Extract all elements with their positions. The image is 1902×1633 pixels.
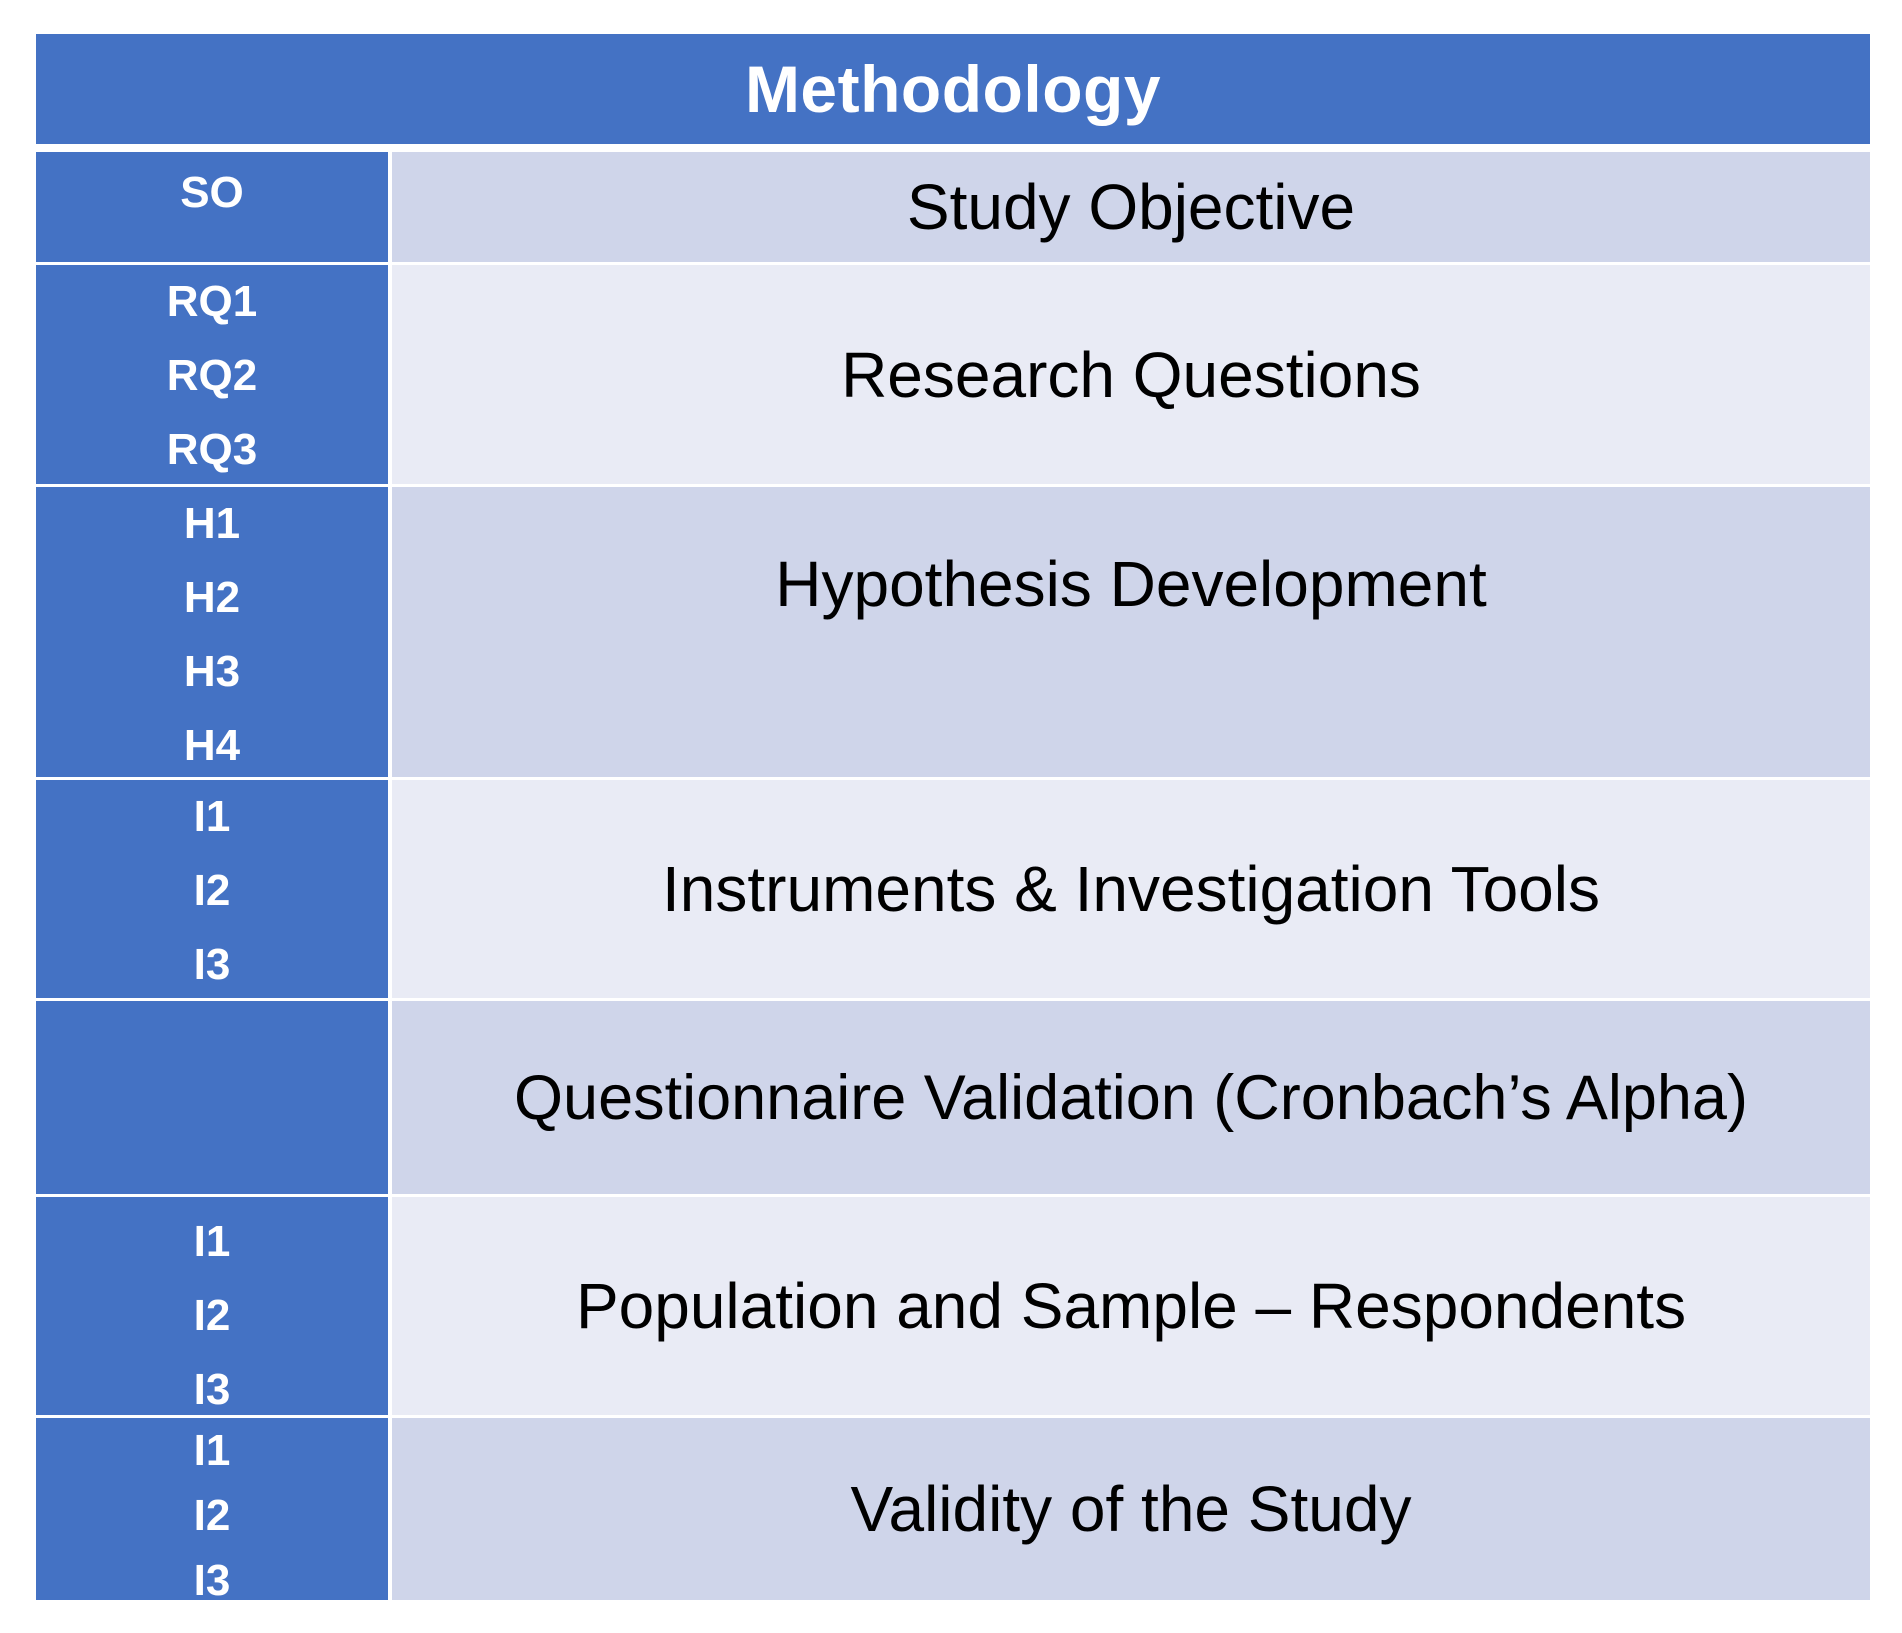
code-label: I1 xyxy=(193,1217,231,1266)
row-research-questions xyxy=(36,262,1870,484)
methodology-table xyxy=(36,34,1870,1600)
code-label: H3 xyxy=(183,647,241,696)
code-label: SO xyxy=(180,168,244,217)
code-label: I2 xyxy=(193,1491,231,1540)
row-hypothesis-development xyxy=(36,484,1870,777)
code-label: RQ3 xyxy=(166,425,258,474)
code-label: RQ1 xyxy=(166,277,258,326)
row-questionnaire-validation xyxy=(36,998,1870,1194)
code-cell xyxy=(36,487,392,777)
code-label: H1 xyxy=(183,499,241,548)
code-cell xyxy=(36,152,392,262)
step-label: Instruments & Investigation Tools xyxy=(392,780,1870,998)
code-label: I1 xyxy=(193,792,231,841)
code-label: I3 xyxy=(193,1365,231,1414)
code-cell xyxy=(36,780,392,998)
step-label: Study Objective xyxy=(392,152,1870,262)
code-label: H2 xyxy=(183,573,241,622)
code-label: H4 xyxy=(183,721,241,770)
step-label: Research Questions xyxy=(392,265,1870,484)
code-cell xyxy=(36,265,392,484)
code-label: I3 xyxy=(193,1556,231,1600)
step-label: Questionnaire Validation (Cronbach’s Alpha) xyxy=(392,1001,1870,1194)
code-label: RQ2 xyxy=(166,351,258,400)
code-label: I2 xyxy=(193,866,231,915)
step-label: Validity of the Study xyxy=(392,1418,1870,1600)
row-instruments xyxy=(36,777,1870,998)
code-cell xyxy=(36,1418,392,1600)
row-validity xyxy=(36,1415,1870,1600)
code-cell xyxy=(36,1001,392,1194)
code-cell xyxy=(36,1197,392,1415)
table-title: Methodology xyxy=(36,34,1870,144)
code-label: I1 xyxy=(193,1426,231,1475)
step-label: Hypothesis Development xyxy=(392,487,1870,777)
code-label: I2 xyxy=(193,1291,231,1340)
row-study-objective xyxy=(36,144,1870,262)
code-label: I3 xyxy=(193,940,231,989)
row-population-sample xyxy=(36,1194,1870,1415)
step-label: Population and Sample – Respondents xyxy=(392,1197,1870,1415)
